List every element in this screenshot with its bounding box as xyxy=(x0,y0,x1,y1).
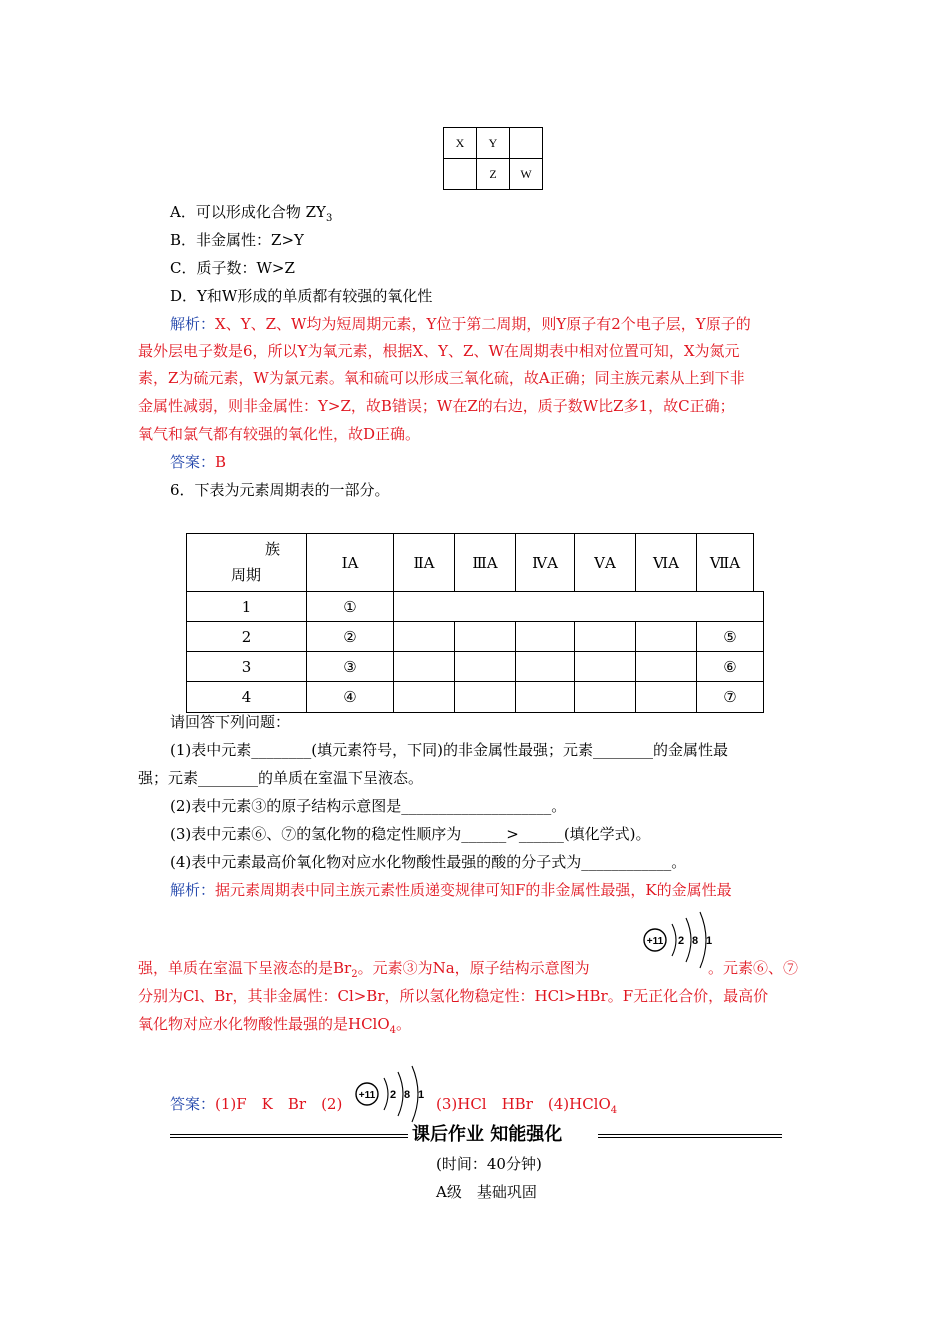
option-a: A．可以形成化合物 $ZY_3$ xyxy=(170,203,333,224)
title-rule-right xyxy=(598,1134,782,1135)
nucleus-charge: +11 xyxy=(646,936,664,947)
level-heading: A级 基础巩固 xyxy=(436,1183,537,1201)
q5-analysis-line: 氧气和氯气都有较强的氧化性，故D正确。 xyxy=(138,425,421,443)
option-c: C．质子数：W>Z xyxy=(170,259,295,277)
group-header: ⅣA xyxy=(515,533,575,592)
electron-shell xyxy=(384,1078,388,1110)
section-title: 课后作业 知能强化 xyxy=(412,1124,563,1145)
q6-part1: (1)表中元素________(填元素符号，下同)的非金属性最强；元素________的金属性最 xyxy=(170,741,728,759)
section-title-bar xyxy=(170,1121,782,1149)
q6-prompt: 请回答下列问题： xyxy=(170,713,291,731)
grid-cell xyxy=(444,159,477,190)
q6-part4: (4)表中元素最高价氧化物对应水化物酸性最强的酸的分子式为____________。 xyxy=(170,853,687,871)
electron-shell xyxy=(398,1072,403,1116)
grid-row xyxy=(444,128,543,159)
element-cell: ⑥ xyxy=(696,651,764,682)
shell-count: 1 xyxy=(706,935,713,947)
nucleus-charge: +11 xyxy=(358,1090,376,1101)
group-header: ⅥA xyxy=(635,533,697,592)
q6-stem: 6．下表为元素周期表的一部分。 xyxy=(170,481,390,499)
element-cell: ② xyxy=(306,621,394,652)
shell-count: 8 xyxy=(692,935,699,947)
empty-cell xyxy=(574,681,636,713)
grid-cell: X xyxy=(444,128,477,159)
q5-analysis-line: 素，Z为硫元素，W为氯元素。氧和硫可以形成三氧化硫，故A正确；同主族元素从上到下非 xyxy=(138,369,745,387)
element-cell: ③ xyxy=(306,651,394,682)
shell-count: 2 xyxy=(390,1089,397,1101)
grid-cell xyxy=(510,128,543,159)
corner-cell: 族 周期 xyxy=(186,533,307,592)
q5-analysis-line: 金属性减弱，则非金属性：Y>Z，故B错误；W在Z的右边，质子数W比Z多1，故C正确； xyxy=(138,397,735,415)
empty-cell xyxy=(515,621,575,652)
empty-cell xyxy=(574,651,636,682)
period-label: 3 xyxy=(186,651,307,682)
group-header: ⅢA xyxy=(454,533,516,592)
group-header: ⅡA xyxy=(393,533,455,592)
electron-shell xyxy=(672,924,676,956)
option-b: B．非金属性：Z>Y xyxy=(170,231,304,249)
title-rule-right xyxy=(598,1137,782,1138)
element-cell: ④ xyxy=(306,681,394,713)
q6-part2: (2)表中元素③的原子结构示意图是____________________。 xyxy=(170,797,567,815)
empty-cell xyxy=(393,621,455,652)
q5-analysis-line: 解析：X、Y、Z、W均为短周期元素，Y位于第二周期，则Y原子有2个电子层，Y原子的 xyxy=(170,315,751,333)
period-label: 1 xyxy=(186,591,307,622)
empty-cell xyxy=(393,651,455,682)
time-limit: (时间：40分钟) xyxy=(436,1155,542,1173)
title-rule-left xyxy=(170,1134,408,1135)
title-rule-left xyxy=(170,1137,408,1138)
q5-analysis-line: 最外层电子数是6，所以Y为氧元素，根据X、Y、Z、W在周期表中相对位置可知，X为氮元 xyxy=(138,342,740,360)
grid-cell: Z xyxy=(477,159,510,190)
analysis-label: 解析： xyxy=(170,315,216,333)
electron-shell xyxy=(686,918,691,962)
option-d: D．Y和W形成的单质都有较强的氧化性 xyxy=(170,287,433,305)
period-label: 4 xyxy=(186,681,307,713)
empty-cell xyxy=(454,681,516,713)
q6-answer-cont: (3)HCl HBr (4)HClO$_4$ xyxy=(436,1095,618,1116)
empty-cell xyxy=(515,651,575,682)
empty-span-cell xyxy=(393,591,764,622)
q6-analysis-line: 强，单质在室温下呈液态的是$Br_2$。元素③为Na，原子结构示意图为 xyxy=(138,959,590,980)
grid-cell: Y xyxy=(477,128,510,159)
empty-cell xyxy=(454,621,516,652)
grid-cell: W xyxy=(510,159,543,190)
shell-count: 2 xyxy=(678,935,685,947)
period-label: 2 xyxy=(186,621,307,652)
q6-answer: 答案：(1)F K Br (2) xyxy=(170,1095,343,1113)
q5-answer: 答案：B xyxy=(170,453,227,471)
q6-part3: (3)表中元素⑥、⑦的氢化物的稳定性顺序为______>______(填化学式)。 xyxy=(170,825,651,843)
xyzw-position-grid xyxy=(443,127,543,190)
q6-part1-cont: 强；元素________的单质在室温下呈液态。 xyxy=(138,769,424,787)
q6-analysis-line: 氧化物对应水化物酸性最强的是HClO$_4$。 xyxy=(138,1015,412,1036)
element-cell: ① xyxy=(306,591,394,622)
q6-analysis-line: 解析：据元素周期表中同主族元素性质递变规律可知F的非金属性最强，K的金属性最 xyxy=(170,881,732,899)
empty-cell xyxy=(635,651,697,682)
empty-cell xyxy=(454,651,516,682)
empty-cell xyxy=(574,621,636,652)
periodic-table-fragment xyxy=(186,533,764,713)
group-header: ⅠA xyxy=(306,533,394,592)
shell-count: 1 xyxy=(418,1089,425,1101)
empty-cell xyxy=(515,681,575,713)
group-header: ⅤA xyxy=(574,533,636,592)
element-cell: ⑦ xyxy=(696,681,764,713)
q6-analysis-line: 分别为Cl、Br，其非金属性：Cl>Br，所以氢化物稳定性：HCl>HBr。F无正化合价，最高价 xyxy=(138,987,769,1005)
group-header: ⅦA xyxy=(696,533,754,592)
q6-analysis-line-end: 。元素⑥、⑦ xyxy=(708,959,799,977)
sodium-atom-structure-diagram xyxy=(352,1064,432,1126)
shell-count: 8 xyxy=(404,1089,411,1101)
empty-cell xyxy=(635,621,697,652)
empty-cell xyxy=(393,681,455,713)
empty-cell xyxy=(635,681,697,713)
grid-row xyxy=(444,159,543,190)
element-cell: ⑤ xyxy=(696,621,764,652)
